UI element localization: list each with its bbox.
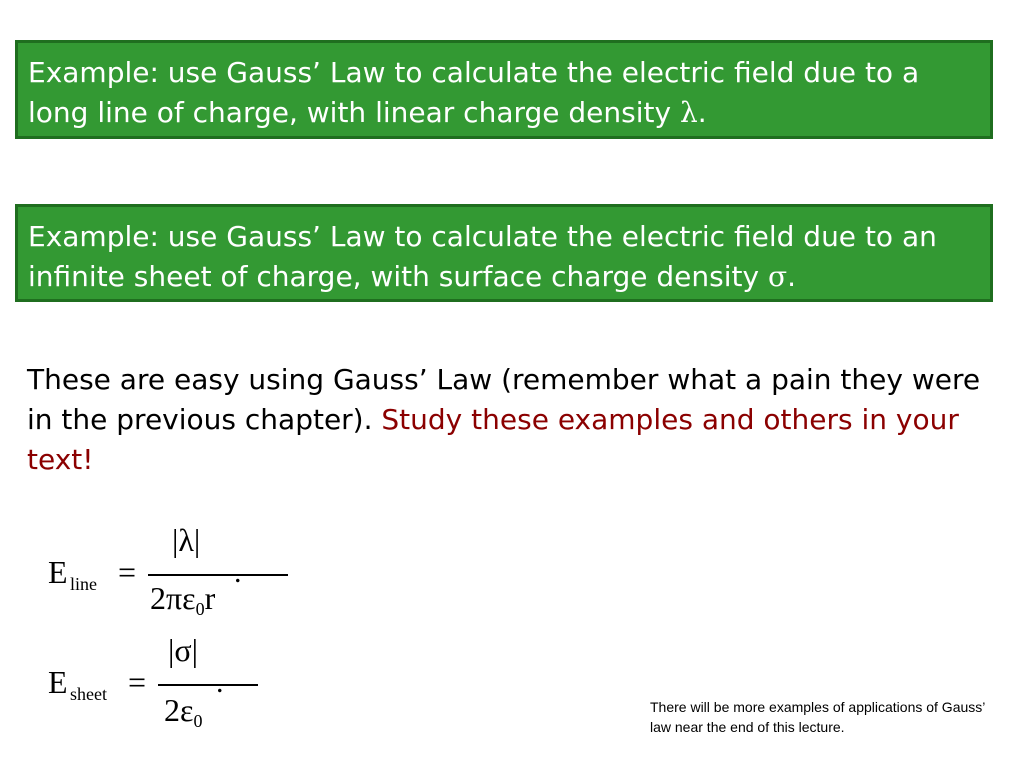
equation-e-line-fraction-bar xyxy=(148,574,288,576)
example-line-charge-text: Example: use Gauss’ Law to calculate the electric field due to a long line of charge, with linear charge density xyxy=(28,56,920,129)
equation-e-sheet-fraction-bar xyxy=(158,684,258,686)
equation-e-line-denominator: $2\pi\varepsilon_0r$ xyxy=(150,580,216,619)
equation-e-line xyxy=(48,520,258,620)
sigma-symbol: σ xyxy=(767,260,788,293)
equation-e-sheet-lhs: E xyxy=(48,664,68,700)
explanation-text: These are easy using Gauss’ Law (remember what a pain they were in the previous chapter). xyxy=(27,363,981,436)
example-sheet-charge-period: . xyxy=(787,260,796,293)
equation-e-line-subscript: line xyxy=(70,574,97,594)
study-reminder-text: Study these examples and others in your text! xyxy=(27,403,959,476)
equation-e-line-numerator: |λ| xyxy=(172,522,201,558)
lambda-symbol: λ xyxy=(679,96,698,129)
example-line-charge-period: . xyxy=(697,96,707,129)
equation-e-line-lhs: E xyxy=(48,554,68,590)
equation-e-sheet xyxy=(48,630,248,740)
equation-e-line-period: . xyxy=(234,556,242,589)
equation-e-sheet-subscript: sheet xyxy=(70,684,107,704)
example-sheet-charge-box xyxy=(15,204,993,302)
explanation-paragraph xyxy=(27,360,1007,480)
equation-e-sheet-denominator: $2\varepsilon_0$ xyxy=(164,692,203,731)
example-line-charge-box xyxy=(15,40,993,139)
example-sheet-charge-text: Example: use Gauss’ Law to calculate the electric field due to an infinite sheet of charge, with surface charge density xyxy=(28,220,937,293)
equation-e-sheet-numerator: |σ| xyxy=(168,632,199,668)
equation-e-line-equals: = xyxy=(118,554,137,590)
equation-e-sheet-period: . xyxy=(216,666,224,699)
footnote-more-examples: There will be more examples of applications of Gauss’ law near the end of this lecture. xyxy=(650,699,985,735)
equation-e-sheet-equals: = xyxy=(128,664,147,700)
